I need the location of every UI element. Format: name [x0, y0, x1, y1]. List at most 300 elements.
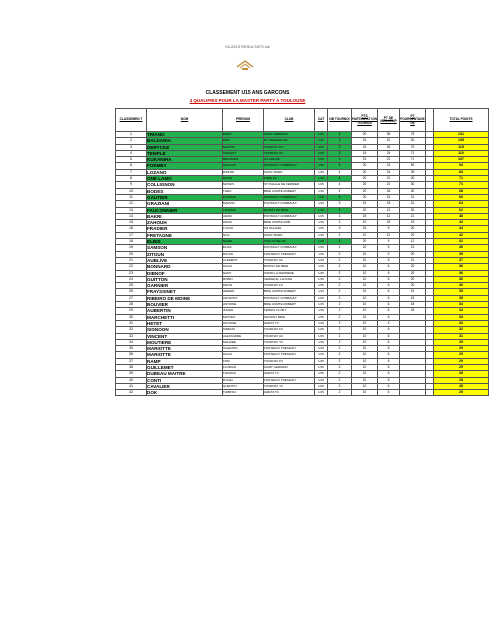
cell-p3: 18	[400, 302, 426, 308]
cell-nom: BONNARD	[147, 264, 223, 270]
cell-p2: 21	[378, 176, 400, 182]
cell-rank: 20	[116, 251, 147, 257]
cell-p2: 6	[378, 327, 400, 333]
cell-p2: 6	[378, 283, 400, 289]
cell-nom: AUBERTIN	[147, 308, 223, 314]
cell-p2: 24	[378, 163, 400, 169]
cell-p1: 10	[352, 314, 378, 320]
cell-total: 42	[434, 232, 489, 238]
cell-rank: 12	[116, 201, 147, 207]
cell-total: 71	[434, 176, 489, 182]
cell-p2: 6	[378, 276, 400, 282]
cell-nom: RAMP	[147, 358, 223, 364]
cell-cat: U15	[315, 226, 328, 232]
cell-p2: 12	[378, 213, 400, 219]
cell-p1: 10	[352, 257, 378, 263]
col-header-nom: NOM	[147, 109, 223, 132]
cell-prenom: NAHEL	[223, 239, 264, 245]
cell-p1: 10	[352, 308, 378, 314]
cell-rank: 32	[116, 327, 147, 333]
cell-prenom: DIMITRI	[223, 169, 264, 175]
cell-total: 32	[434, 327, 489, 333]
ranking-table	[115, 108, 489, 396]
cell-club: FONTENAY TRESIGNY	[264, 251, 315, 257]
cell-nom: MOUTIERE	[147, 339, 223, 345]
cell-cat: U15	[315, 320, 328, 326]
cell-p3: 75	[400, 132, 426, 138]
cell-p3: 21	[400, 245, 426, 251]
cell-prenom: TOM	[223, 358, 264, 364]
cell-rank: 34	[116, 339, 147, 345]
cell-total: 28	[434, 383, 489, 389]
cell-rank: 4	[116, 150, 147, 156]
cell-nom: MARIOTTE	[147, 352, 223, 358]
cell-total: 29	[434, 358, 489, 364]
cell-club: ROISSY EN BRIE	[264, 264, 315, 270]
cell-total: 48	[434, 213, 489, 219]
cell-p2: 6	[378, 314, 400, 320]
cell-cat: U15	[315, 176, 328, 182]
cell-extra	[426, 390, 434, 396]
cell-cat: U15	[315, 383, 328, 389]
cell-p2: 9	[378, 239, 400, 245]
cell-cat: U15	[315, 283, 328, 289]
cell-nom: ELBIS	[147, 239, 223, 245]
cell-rank: 29	[116, 308, 147, 314]
cell-total: 83	[434, 169, 489, 175]
cell-p1: 15	[352, 150, 378, 156]
cell-total: 35	[434, 295, 489, 301]
cell-cat: U15	[315, 327, 328, 333]
table-row	[116, 390, 489, 396]
cell-p2: 9	[378, 245, 400, 251]
cell-club: FONTENAY TRESIGNY	[264, 352, 315, 358]
cell-total: 33	[434, 320, 489, 326]
cell-nom: FRETAGNE	[147, 232, 223, 238]
cell-club: TOURNAY AC	[264, 257, 315, 263]
cell-total: 36	[434, 283, 489, 289]
cell-p3: 70	[400, 144, 426, 150]
cell-p3: 71	[400, 150, 426, 156]
cell-total: 39	[434, 251, 489, 257]
cell-club: SAINT MARD	[264, 232, 315, 238]
cell-p1: 10	[352, 289, 378, 295]
cell-total: 28	[434, 371, 489, 377]
cell-cat: U15	[315, 346, 328, 352]
cell-club: BRIE COMTE ROBERT	[264, 188, 315, 194]
cell-club: TOURNAY FC	[264, 283, 315, 289]
cell-p2: 6	[378, 264, 400, 270]
cell-club: PONTAULT COMBAULT	[264, 245, 315, 251]
cell-rank: 37	[116, 358, 147, 364]
cell-p1: 10	[352, 220, 378, 226]
cell-p3: 12	[400, 239, 426, 245]
cell-nbm: 2	[328, 314, 352, 320]
cell-club: VERNEUIL L ETANG	[264, 276, 315, 282]
ranking-rows	[116, 132, 489, 396]
cell-nom: DERYCKE	[147, 144, 223, 150]
cell-nbm: 2	[328, 333, 352, 339]
cell-p2: 12	[378, 232, 400, 238]
cell-cat: U15	[315, 390, 328, 396]
cell-p3	[400, 390, 426, 396]
cell-rank: 17	[116, 232, 147, 238]
cell-nom: DIBNOF	[147, 270, 223, 276]
cell-p2: 6	[378, 289, 400, 295]
cell-p2: 42	[378, 138, 400, 144]
cell-p1: 15	[352, 157, 378, 163]
cell-prenom: LUCAS	[223, 226, 264, 232]
cell-p1: 10	[352, 339, 378, 345]
header-row	[116, 109, 489, 132]
cell-rank: 10	[116, 188, 147, 194]
cell-cat: U15	[315, 232, 328, 238]
cell-total: 131	[434, 132, 489, 138]
cell-prenom: ALEXANDRE	[223, 333, 264, 339]
cell-p3: 30	[400, 188, 426, 194]
cell-cat: U15	[315, 201, 328, 207]
cell-p2: 6	[378, 383, 400, 389]
cell-prenom: ELIAS	[223, 245, 264, 251]
cell-p3: 18	[400, 308, 426, 314]
federation-logo-icon	[235, 58, 255, 72]
cell-cat: U15	[315, 377, 328, 383]
cell-total: 29	[434, 339, 489, 345]
cell-nom: VINCENT	[147, 333, 223, 339]
cell-p2: 6	[378, 270, 400, 276]
cell-prenom: MARTIN	[223, 144, 264, 150]
cell-total: 36	[434, 270, 489, 276]
cell-cat: U15	[315, 302, 328, 308]
cell-nom: FRAYSSINET	[147, 289, 223, 295]
cell-p3: 20	[400, 264, 426, 270]
cell-cat: U15	[315, 289, 328, 295]
cell-nbm: 4	[328, 182, 352, 188]
cell-nbm: 2	[328, 270, 352, 276]
cell-club: US MAUVE	[264, 157, 315, 163]
cell-nom: GUILLEMET	[147, 364, 223, 370]
cell-cat: U15	[315, 213, 328, 219]
cell-rank: 9	[116, 182, 147, 188]
cell-cat: U15	[315, 371, 328, 377]
cell-total: 28	[434, 377, 489, 383]
cell-prenom: THIBTAN	[223, 390, 264, 396]
cell-nom: DUBEAU MAITRE	[147, 371, 223, 377]
cell-nom: TRIANO	[147, 132, 223, 138]
cell-prenom: ANTHONY	[223, 295, 264, 301]
cell-cat: U15	[315, 308, 328, 314]
cell-total: 107	[434, 157, 489, 163]
cell-p1: 10	[352, 295, 378, 301]
cell-cat: U15	[315, 352, 328, 358]
cell-nom: CAVALIER	[147, 383, 223, 389]
cell-club: ST GERMAIN EN	[264, 138, 315, 144]
cell-nbm: 2	[328, 276, 352, 282]
cell-total: 35	[434, 289, 489, 295]
cell-cat: U15	[315, 358, 328, 364]
cell-cat: U15	[315, 163, 328, 169]
page-subtitle: 4 QUALIFIES POUR LA MASTER PARTY A TOULOUSE	[189, 98, 306, 103]
cell-p1: 20	[352, 176, 378, 182]
cell-p3: 20	[400, 226, 426, 232]
cell-p1: 10	[352, 283, 378, 289]
cell-nom: DOK	[147, 390, 223, 396]
cell-nom: MARIOTTE	[147, 346, 223, 352]
cell-cat: U15	[315, 207, 328, 213]
cell-prenom: ANTOINE	[223, 302, 264, 308]
cell-p2: 6	[378, 390, 400, 396]
cell-cat: U15	[315, 339, 328, 345]
cell-p2: 15	[378, 194, 400, 200]
cell-nbm: 4	[328, 169, 352, 175]
cell-p2: 6	[378, 377, 400, 383]
cell-nbm: 2	[328, 339, 352, 345]
cell-p1: 10	[352, 358, 378, 364]
cell-p2: 12	[378, 207, 400, 213]
page-title: CLASSEMENT U15 ANS GARCONS	[205, 90, 290, 96]
cell-p2: 6	[378, 358, 400, 364]
cell-p3: 30	[400, 138, 426, 144]
cell-prenom: ROBIN	[223, 276, 264, 282]
cell-club: SAVIGNY BRIE	[264, 314, 315, 320]
cell-nbm: 4	[328, 132, 352, 138]
cell-p3: 21	[400, 257, 426, 263]
cell-p1: 20	[352, 207, 378, 213]
cell-nbm: 2	[328, 264, 352, 270]
cell-nom: COLLIGNON	[147, 182, 223, 188]
cell-cat: U15	[315, 251, 328, 257]
cell-p2: 21	[378, 182, 400, 188]
cell-cat: U15	[315, 182, 328, 188]
cell-p3: 20	[400, 283, 426, 289]
cell-nbm: 2	[328, 295, 352, 301]
cell-prenom: RAYAN	[223, 251, 264, 257]
cell-prenom: ANTOINE	[223, 320, 264, 326]
cell-prenom: KEVIN	[223, 283, 264, 289]
cell-nom: SIGNOON	[147, 327, 223, 333]
cell-nom: HETET	[147, 320, 223, 326]
cell-nom: ZITOUN	[147, 251, 223, 257]
cell-p1: 10	[352, 327, 378, 333]
cell-cat: U15	[315, 264, 328, 270]
cell-nbm: 4	[328, 163, 352, 169]
cell-club: FONTENAY TRESIGNY	[264, 377, 315, 383]
col-header-total: TOTAL POINTS	[434, 109, 489, 132]
cell-total: 94	[434, 163, 489, 169]
cell-p1: 10	[352, 383, 378, 389]
cell-club: SAINT MARD	[264, 169, 315, 175]
cell-p2: 9	[378, 226, 400, 232]
cell-rank: 24	[116, 276, 147, 282]
cell-p1: 20	[352, 182, 378, 188]
cell-nom: GARNIER	[147, 283, 223, 289]
cell-prenom: MATTEO	[223, 314, 264, 320]
cell-total: 29	[434, 352, 489, 358]
cell-total: 29	[434, 364, 489, 370]
cell-rank: 19	[116, 245, 147, 251]
cell-prenom: VINCENT	[223, 150, 264, 156]
cell-nom: AUBLIVE	[147, 257, 223, 263]
cell-rank: 33	[116, 333, 147, 339]
cell-club: GRETZ TC	[264, 390, 315, 396]
cell-prenom: JULIEN	[223, 308, 264, 314]
cell-nbm: 3	[328, 144, 352, 150]
cell-club: PONTAULT COMBAULT	[264, 295, 315, 301]
col-header-nb-tournoi: NB TOURNOI	[328, 109, 352, 132]
cell-rank: 22	[116, 264, 147, 270]
cell-p3: 20	[400, 232, 426, 238]
cell-total: 40	[434, 245, 489, 251]
cell-nbm: 2	[328, 390, 352, 396]
cell-p2: 18	[378, 188, 400, 194]
cell-nbm: 2	[328, 283, 352, 289]
cell-nbm: 3	[328, 201, 352, 207]
cell-club: BRIE COMTE ROB	[264, 220, 315, 226]
cell-nbm: 2	[328, 257, 352, 263]
cell-cat: U15	[315, 138, 328, 144]
cell-rank: 16	[116, 226, 147, 232]
cell-p3: 39	[400, 169, 426, 175]
cell-p2: 15	[378, 220, 400, 226]
cell-rank: 15	[116, 220, 147, 226]
cell-prenom: ENZO	[223, 132, 264, 138]
cell-rank: 7	[116, 169, 147, 175]
cell-cat: U15	[315, 270, 328, 276]
cell-p3: 30	[400, 176, 426, 182]
cell-p1: 10	[352, 346, 378, 352]
cell-p3: 21	[400, 213, 426, 219]
cell-nbm: 4	[328, 194, 352, 200]
cell-cat: U15	[315, 132, 328, 138]
cell-rank: 31	[116, 320, 147, 326]
cell-nbm: 2	[328, 220, 352, 226]
cell-nom: ONE LAMO	[147, 176, 223, 182]
cell-p2: 6	[378, 333, 400, 339]
cell-club: PONTAULT COMBAULT	[264, 201, 315, 207]
cell-p1: 10	[352, 352, 378, 358]
cell-rank: 39	[116, 371, 147, 377]
cell-nbm: 4	[328, 188, 352, 194]
cell-p2: 6	[378, 295, 400, 301]
cell-prenom: SIMEON	[223, 327, 264, 333]
col-header-extra	[426, 109, 434, 132]
cell-p1: 10	[352, 245, 378, 251]
cell-club: ROISSY EN BRIE	[264, 207, 315, 213]
cell-cat: U15	[315, 239, 328, 245]
cell-club: PONTAULT COMBAULT	[264, 163, 315, 169]
cell-rank: 41	[116, 383, 147, 389]
cell-p1: 10	[352, 276, 378, 282]
cell-nom: TEMPLE	[147, 150, 223, 156]
cell-p2: 6	[378, 339, 400, 345]
cell-cat: U15	[315, 144, 328, 150]
cell-p2: 6	[378, 364, 400, 370]
cell-p2: 6	[378, 352, 400, 358]
cell-nom: FAUCONNIER	[147, 207, 223, 213]
cell-nom: BODES	[147, 188, 223, 194]
cell-nbm: 3	[328, 150, 352, 156]
cell-club: TOURNAY FC	[264, 358, 315, 364]
cell-p1: 15	[352, 226, 378, 232]
cell-p2: 21	[378, 157, 400, 163]
cell-prenom: FLORIAN	[223, 194, 264, 200]
cell-p2: 3	[378, 320, 400, 326]
cell-prenom: ADAM	[223, 213, 264, 219]
cell-prenom: HUGO	[223, 264, 264, 270]
cell-p3: 31	[400, 201, 426, 207]
cell-nbm: 4	[328, 239, 352, 245]
cell-nbm: 2	[328, 327, 352, 333]
cell-nbm: 2	[328, 245, 352, 251]
cell-total: 25	[434, 390, 489, 396]
cell-total: 66	[434, 194, 489, 200]
cell-nbm: 2	[328, 289, 352, 295]
cell-club: TOURNAY FC	[264, 327, 315, 333]
cell-total: 44	[434, 226, 489, 232]
cell-nbm: 2	[328, 371, 352, 377]
cell-nbm: 4	[328, 176, 352, 182]
cell-prenom: BENJAMIN	[223, 157, 264, 163]
cell-prenom: THOMAS	[223, 371, 264, 377]
cell-p3: 31	[400, 194, 426, 200]
cell-prenom: ADAM	[223, 220, 264, 226]
cell-club: FREE FC	[264, 176, 315, 182]
col-header-pt-meilleur: PT DE MEILLEUR	[378, 109, 400, 132]
cell-nom: BAKRI	[147, 213, 223, 219]
cell-cat: U15	[315, 245, 328, 251]
cell-prenom: THOMAS	[223, 207, 264, 213]
col-header-club: CLUB	[264, 109, 315, 132]
cell-nom: BALDANIA	[147, 138, 223, 144]
cell-p1: 15	[352, 213, 378, 219]
cell-nbm: 2	[328, 232, 352, 238]
cell-club: OZOIR LA FERRIERE	[264, 270, 315, 276]
cell-nbm: 2	[328, 383, 352, 389]
cell-nbm: 2	[328, 377, 352, 383]
col-header-rank: CLASSEMEN T	[116, 109, 147, 132]
cell-p2: 24	[378, 150, 400, 156]
cell-nom: MARCHETTI	[147, 314, 223, 320]
cell-p2: 6	[378, 346, 400, 352]
cell-p3: 71	[400, 157, 426, 163]
cell-rank: 5	[116, 157, 147, 163]
cell-prenom: DAVID	[223, 176, 264, 182]
cell-nom: CONTI	[147, 377, 223, 383]
cell-total: 135	[434, 138, 489, 144]
col-header-pt-pourcentage: PT POURCENTAGE GE	[400, 109, 426, 132]
cell-nbm: 2	[328, 352, 352, 358]
cell-prenom: SAMY	[223, 270, 264, 276]
cell-rank: 23	[116, 270, 147, 276]
cell-prenom: HUGO	[223, 352, 264, 358]
cell-prenom: CLEMENT	[223, 257, 264, 263]
col-header-cat: CAT	[315, 109, 328, 132]
cell-nom: LOZANO	[147, 169, 223, 175]
cell-nbm: 4	[328, 207, 352, 213]
cell-p1: 20	[352, 132, 378, 138]
cell-total: 36	[434, 264, 489, 270]
cell-nbm: 2	[328, 346, 352, 352]
cell-total: 36	[434, 276, 489, 282]
cell-rank: 30	[116, 314, 147, 320]
cell-cat: U15	[315, 333, 328, 339]
cell-club: US PALAISE	[264, 226, 315, 232]
cell-p2: 30	[378, 144, 400, 150]
cell-total: 71	[434, 182, 489, 188]
cell-nbm: 3	[328, 226, 352, 232]
cell-nom: KUKANIHA	[147, 157, 223, 163]
cell-nbm: 2	[328, 302, 352, 308]
